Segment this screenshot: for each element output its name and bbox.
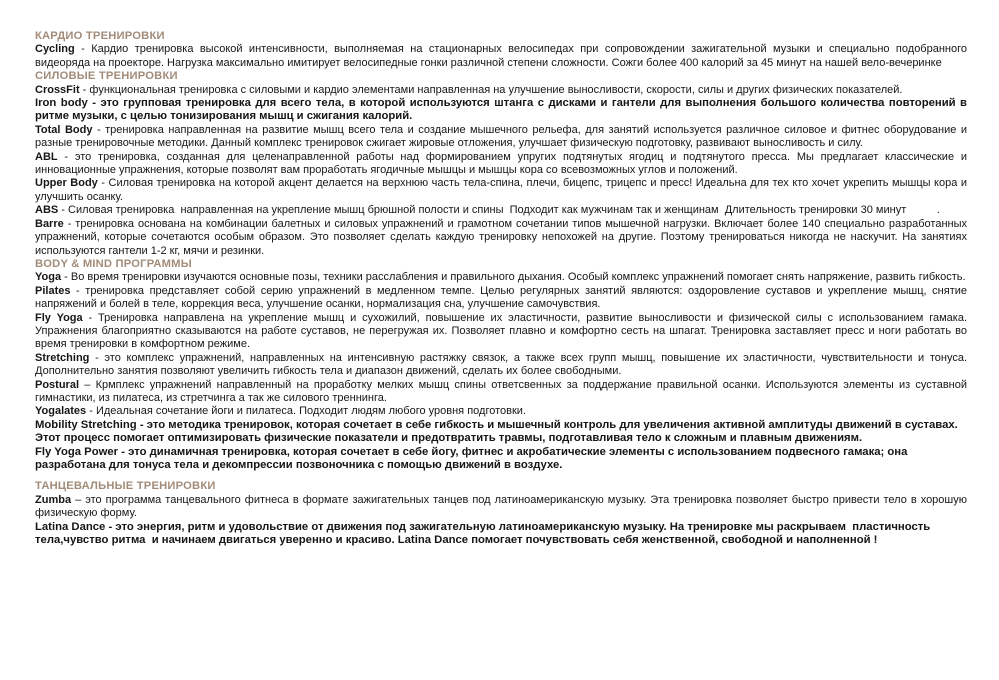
program-description: это комплекс упражнений, направленных на интенсивную растяжку связок, а также всех групп мышц, повышение их эластичности, чувствительности и тонуса. Дополнительно занятия позволяют увеличить гибкость тела и диапазон движений, сделать их более свободными. (35, 351, 968, 378)
program-separator: - (105, 520, 116, 533)
program-separator: - (58, 204, 69, 217)
program-item (35, 151, 967, 178)
program-name: Postural (35, 378, 80, 391)
program-item (35, 177, 967, 204)
program-description: тренировка представляет собой серию упражнений в медленном темпе. Целью регулярных занятий являются: оздоровление суставов и укрепление мышц, снятие напряжений и болей в теле, коррекция веса, улучшение осанки, нормализация сна, улучшение самочувствия. (35, 284, 967, 311)
program-name: Cycling (35, 43, 75, 56)
program-item (35, 352, 967, 379)
program-description: функциональная тренировка с силовыми и кардио элементами направленная на улучшение выносливости, скорости, силы и других физических показателей. (89, 83, 903, 96)
program-item (35, 124, 967, 151)
program-name: Iron body (35, 97, 88, 110)
section-heading: КАРДИО ТРЕНИРОВКИ (35, 30, 165, 42)
program-item (35, 312, 967, 352)
program-name: Latina Dance (35, 520, 106, 533)
section-heading: BODY & MIND ПРОГРАММЫ (35, 257, 192, 270)
program-description: Во время тренировки изучаются основные позы, техники расслабления и правильного дыхания. Особый комплекс упражнений помогает снять напряжение, развить гибкость. (70, 271, 966, 284)
program-name: CrossFit (35, 83, 80, 96)
program-name: ABL (35, 150, 58, 163)
program-name: Upper Body (35, 177, 98, 190)
program-item (35, 521, 967, 548)
program-item (35, 204, 967, 217)
program-description: Силовая тренировка на которой акцент делается на верхнюю часть тела-спина, плечи, бицепс, трицепс и пресс! Идеальна для тех кто хочет укрепить мышцы кора и улучшить осанку. (35, 177, 967, 203)
program-separator: – (79, 378, 96, 391)
program-separator: - (82, 311, 99, 324)
program-name: Total Body (35, 123, 93, 136)
program-item (35, 285, 967, 312)
program-description: Тренировка направлена на укрепление мышц и сухожилий, повышение их эластичности, развитие выносливости и физической силы с использованием гамака. Упражнения благоприятно сказываются на работе суставов, не перегружая их. Позволяет плавно и комфортно сесть на шпагат. Тренировка заставляет пресс и ноги работать во время тренировки в комфортном режиме. (35, 311, 967, 351)
program-description: тренировка направленная на развитие мышц всего тела и создание мышечного рельефа, для занятий используется различное силовое и фитнес оборудование и разные тренировочные методики. Данный комплекс тренировок сжигает жировые отложения, улучшает физическую подготовку, развивают выносливость и силу. (35, 123, 967, 150)
program-name: Yogalates (35, 405, 87, 418)
program-separator: - (61, 271, 71, 284)
program-description: это энергия, ритм и удовольствие от движения под зажигательную латиноамериканскую музыку. На тренировке мы раскрываем пластичность тела,чувство ритма и начинаем двигаться уверенно и красиво. Latina Dance помогает почувствовать себя женственной, свободной и наполненной ! (35, 520, 931, 547)
program-item (35, 405, 967, 418)
program-item (35, 379, 967, 406)
program-item (35, 218, 967, 258)
program-name: Zumba (35, 493, 72, 506)
program-name: Yoga (35, 271, 62, 284)
program-separator: - (87, 97, 101, 110)
program-separator: - (63, 217, 76, 230)
programs-list (35, 30, 967, 547)
program-description: это групповая тренировка для всего тела, в которой используются штанга с дисками и гантели для выполнения большого количества повторений в ритме музыки, с целью тонизирования мышц и сжигания калорий. (35, 97, 967, 123)
program-separator: - (89, 351, 105, 364)
program-name: Fly Yoga Power (35, 445, 119, 458)
program-separator: - (136, 418, 147, 431)
program-name: Stretching (35, 351, 90, 364)
program-item (35, 84, 967, 97)
section-heading: ТАНЦЕВАЛЬНЫЕ ТРЕНИРОВКИ (35, 480, 216, 493)
program-item (35, 97, 967, 124)
program-item (35, 494, 967, 521)
program-item (35, 446, 967, 473)
program-description: это тренировка, созданная для целенаправленной работы над формированием упругих подтянутых ягодиц и подтянутого пресса. Мы предлагает классические и инновационные упражнения, которые позволят вам проработать ягодичные мышцы и мышцы кора со всевозможных углов и положений. (35, 150, 967, 177)
program-item (35, 271, 967, 284)
program-name: Pilates (35, 284, 71, 297)
program-separator: - (70, 284, 86, 297)
section-heading: СИЛОВЫЕ ТРЕНИРОВКИ (35, 70, 178, 83)
program-separator: - (57, 150, 75, 163)
program-description: Кардио тренировка высокой интенсивности, выполняемая на стационарных велосипедах при сопровождении зажигательной музыки и специально подобранного видеоряда на проекторе. Нагрузка максимально имитирует велосипедные гонки различной степени сложности. Сожги более 400 калорий за 45 минут на нашей вело-вечеринке (35, 43, 967, 69)
program-name: Mobility Stretching (35, 418, 137, 431)
program-name: Barre (35, 217, 64, 230)
program-separator: - (92, 123, 106, 136)
program-description: это методика тренировок, которая сочетает в себе гибкость и мышечный контроль для увеличения активной амплитуды движений в суставах. Этот процесс помогает оптимизировать физические показатели и предотвратить травмы, подготавливая тело к сложным и плавным движениям. (35, 418, 958, 445)
program-item (35, 43, 967, 70)
program-description: Крмплекс упражнений направленный на проработку мелких мышц спины ответсвенных за поддержание правильной осанки. Используются элементы из суставной гимнастики, из пилатеса, из стретчинга а так же силового треннинга. (35, 378, 967, 404)
program-separator: - (118, 445, 129, 458)
program-separator: - (74, 43, 92, 56)
program-separator: - (79, 83, 90, 96)
program-item (35, 419, 967, 446)
program-separator: – (71, 493, 86, 506)
program-description: Силовая тренировка направленная на укрепление мышц брюшной полости и спины Подходит как мужчинам так и женщинам Длительность тренировки 30 минут . (68, 204, 940, 217)
program-description: это программа танцевального фитнеса в формате зажигательных танцев под латиноамериканскую музыку. Эта тренировка позволяет быстро привести тело в хорошую физическую форму. (35, 493, 967, 520)
program-separator: - (97, 177, 109, 190)
program-description: это динамичная тренировка, которая сочетает в себе йогу, фитнес и акробатические элементы с использованием подвесного гамака; она разработана для тонуса тела и декомпрессии позвоночника с помощью движений в воздухе. (35, 445, 908, 471)
program-description: Идеальная сочетание йоги и пилатеса. Подходит людям любого уровня подготовки. (95, 405, 526, 418)
program-name: ABS (35, 204, 59, 217)
program-separator: - (86, 405, 96, 418)
program-description: тренировка основана на комбинации балетных и силовых упражнений и грамотном сочетании типов мышечной нагрузки. Включает более 140 специально разработанных упражнений, которые сочетаются особым образом. Это позволяет сделать каждую тренировку непохожей на другие. Поэтому тренироваться никогда не наскучит. На занятиях используются гантели 1-2 кг, мячи и резинки. (35, 217, 967, 257)
program-name: Fly Yoga (35, 311, 83, 324)
